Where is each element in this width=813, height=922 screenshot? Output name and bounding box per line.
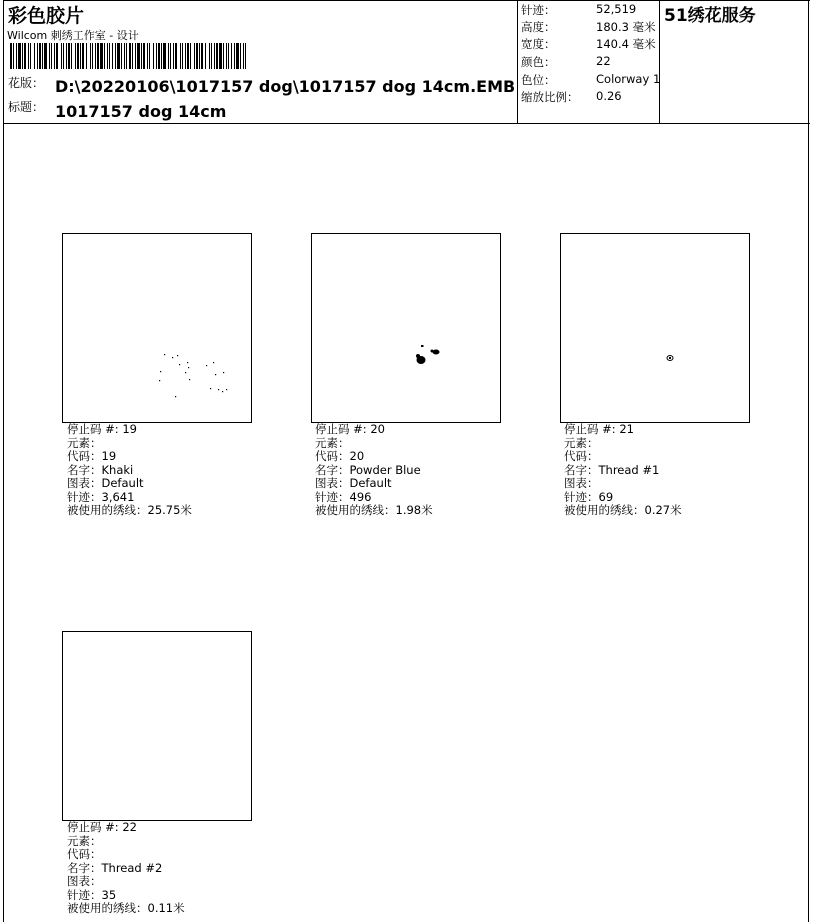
barcode-bar xyxy=(18,43,21,69)
stop-number-line: 停止码 #: 19 xyxy=(67,422,137,436)
stitch-preview-powder-blue xyxy=(312,234,500,422)
barcode-bar xyxy=(161,43,162,69)
barcode-bar xyxy=(92,43,93,69)
stitch-preview-thread-2 xyxy=(63,632,251,820)
barcode-bar xyxy=(121,43,122,69)
stat-value: 140.4 毫米 xyxy=(596,37,656,51)
barcode-bar xyxy=(175,43,177,69)
barcode-bar xyxy=(100,43,103,69)
barcode-bar xyxy=(132,43,133,69)
element-line: 元素： xyxy=(67,833,102,848)
barcode-bar xyxy=(194,43,195,69)
barcode-bar xyxy=(126,43,127,69)
barcode-bar xyxy=(231,43,232,69)
barcode-bar xyxy=(86,43,87,69)
barcode-bar xyxy=(199,43,200,69)
stat-key: 色位： xyxy=(521,73,556,87)
barcode-bar xyxy=(243,43,244,69)
barcode-bar xyxy=(16,43,17,69)
barcode-bar xyxy=(137,43,140,69)
barcode-bar xyxy=(117,43,120,69)
barcode-bar xyxy=(68,43,70,69)
barcode-bar xyxy=(10,43,12,69)
report-subtitle: Wilcom 刺绣工作室 - 设计 xyxy=(7,29,139,42)
barcode-bar xyxy=(30,43,31,69)
stop-22-info xyxy=(67,821,185,916)
barcode-image xyxy=(10,43,248,69)
barcode-bar xyxy=(196,43,198,69)
stop-19-info xyxy=(67,423,192,518)
name-line: 名字：Powder Blue xyxy=(315,462,421,477)
chart-line: 图表：Default xyxy=(315,476,392,490)
barcode-bar xyxy=(44,43,47,69)
barcode-bar xyxy=(240,43,241,69)
barcode-bar xyxy=(163,43,166,69)
chart-line: 图表： xyxy=(67,874,102,888)
stat-key: 缩放比例： xyxy=(521,90,579,104)
barcode-bar xyxy=(236,43,239,69)
barcode-bar xyxy=(37,43,38,69)
barcode-bar xyxy=(170,43,171,69)
barcode-bar xyxy=(211,43,212,69)
barcode-bar xyxy=(245,43,246,69)
name-line: 名字：Thread #2 xyxy=(67,860,163,875)
barcode-bar xyxy=(115,43,116,69)
code-line: 代码： xyxy=(67,847,102,861)
stop-20-info xyxy=(315,423,433,518)
chart-line: 图表： xyxy=(564,476,599,490)
barcode-bar xyxy=(234,43,235,69)
stat-key: 颜色： xyxy=(521,55,556,69)
barcode-bar xyxy=(71,43,72,69)
barcode-bar xyxy=(153,43,154,69)
barcode-bar xyxy=(143,43,145,69)
barcode-bar xyxy=(51,43,52,69)
barcode-bar xyxy=(187,43,189,69)
thread-used-line: 被使用的绣线：25.75米 xyxy=(67,503,192,517)
barcode-bar xyxy=(39,43,41,69)
stats-panel xyxy=(517,1,660,124)
design-label: 花版： xyxy=(8,76,45,90)
stop-21-preview xyxy=(560,233,750,423)
stop-19-preview xyxy=(62,233,252,423)
name-line: 名字：Thread #1 xyxy=(564,462,660,477)
brand-panel xyxy=(659,1,810,124)
stop-21-info xyxy=(564,423,682,518)
barcode-bar xyxy=(77,43,79,69)
stitches-line: 针迹：496 xyxy=(315,489,372,504)
brand-name: 51绣花服务 xyxy=(664,6,756,26)
barcode-bar xyxy=(135,43,136,69)
design-title: 1017157 dog 14cm xyxy=(55,102,227,121)
barcode-bar xyxy=(75,43,76,69)
barcode-bar xyxy=(182,43,183,69)
barcode-bar xyxy=(90,43,91,69)
barcode-bar xyxy=(97,43,99,69)
thread-used-line: 被使用的绣线：0.27米 xyxy=(564,503,682,517)
stat-value: Colorway 1 xyxy=(596,72,661,86)
stat-value: 180.3 毫米 xyxy=(596,20,656,34)
thread-used-line: 被使用的绣线：0.11米 xyxy=(67,901,185,915)
stitches-line: 针迹：35 xyxy=(67,887,117,902)
barcode-bar xyxy=(173,43,174,69)
design-info-panel xyxy=(4,1,517,124)
stat-value: 22 xyxy=(596,54,611,68)
barcode-bar xyxy=(61,43,62,69)
barcode-bar xyxy=(223,43,224,69)
report-header xyxy=(4,0,810,124)
barcode-bar xyxy=(80,43,81,69)
barcode-bar xyxy=(112,43,113,69)
stop-number-line: 停止码 #: 20 xyxy=(315,422,385,436)
barcode-bar xyxy=(156,43,157,69)
barcode-bar xyxy=(22,43,23,69)
barcode-bar xyxy=(24,43,26,69)
barcode-bar xyxy=(82,43,84,69)
stitches-line: 针迹：69 xyxy=(564,489,614,504)
barcode-bar xyxy=(66,43,67,69)
barcode-bar xyxy=(149,43,150,69)
barcode-bar xyxy=(34,43,35,69)
stat-key: 宽度： xyxy=(521,37,556,51)
title-label: 标题： xyxy=(8,100,45,114)
stitch-preview-thread-1 xyxy=(561,234,749,422)
barcode-bar xyxy=(147,43,148,69)
barcode-bar xyxy=(168,43,169,69)
barcode-bar xyxy=(180,43,181,69)
stat-key: 针迹： xyxy=(521,3,556,17)
stop-number-line: 停止码 #: 22 xyxy=(67,820,137,834)
barcode-bar xyxy=(42,43,43,69)
stop-22-preview xyxy=(62,631,252,821)
report-title: 彩色胶片 xyxy=(8,5,85,27)
barcode-bar xyxy=(28,43,29,69)
stat-key: 高度： xyxy=(521,20,556,34)
barcode-bar xyxy=(54,43,55,69)
barcode-bar xyxy=(95,43,96,69)
barcode-bar xyxy=(228,43,229,69)
stitches-line: 针迹：3,641 xyxy=(67,489,135,504)
barcode-bar xyxy=(107,43,108,69)
chart-line: 图表：Default xyxy=(67,476,144,490)
thread-used-line: 被使用的绣线：1.98米 xyxy=(315,503,433,517)
barcode-bar xyxy=(201,43,203,69)
barcode-bar xyxy=(185,43,186,69)
stop-number-line: 停止码 #: 21 xyxy=(564,422,634,436)
barcode-bar xyxy=(141,43,142,69)
film-sheet xyxy=(3,0,809,922)
code-line: 代码：20 xyxy=(315,449,365,463)
barcode-bar xyxy=(216,43,218,69)
element-line: 元素： xyxy=(564,435,599,450)
element-line: 元素： xyxy=(67,435,102,450)
name-line: 名字：Khaki xyxy=(67,462,134,477)
barcode-bar xyxy=(209,43,210,69)
barcode-bar xyxy=(109,43,110,69)
stat-value: 0.26 xyxy=(596,89,622,103)
stat-value: 52,519 xyxy=(596,2,637,16)
barcode-bar xyxy=(158,43,160,69)
barcode-bar xyxy=(214,43,215,69)
design-path: D:\20220106\1017157 dog\1017157 dog 14cm.EMB xyxy=(55,77,516,96)
barcode-bar xyxy=(226,43,227,69)
stitch-preview-khaki xyxy=(63,234,251,422)
code-line: 代码：19 xyxy=(67,449,117,463)
barcode-bar xyxy=(205,43,206,69)
barcode-bar xyxy=(190,43,191,69)
barcode-bar xyxy=(104,43,105,69)
barcode-bar xyxy=(13,43,14,69)
barcode-bar xyxy=(219,43,222,69)
barcode-bar xyxy=(124,43,125,69)
element-line: 元素： xyxy=(315,435,350,450)
barcode-bar xyxy=(129,43,131,69)
code-line: 代码： xyxy=(564,449,599,463)
barcode-bar xyxy=(56,43,58,69)
barcode-bar xyxy=(49,43,50,69)
barcode-bar xyxy=(63,43,64,69)
stop-20-preview xyxy=(311,233,501,423)
